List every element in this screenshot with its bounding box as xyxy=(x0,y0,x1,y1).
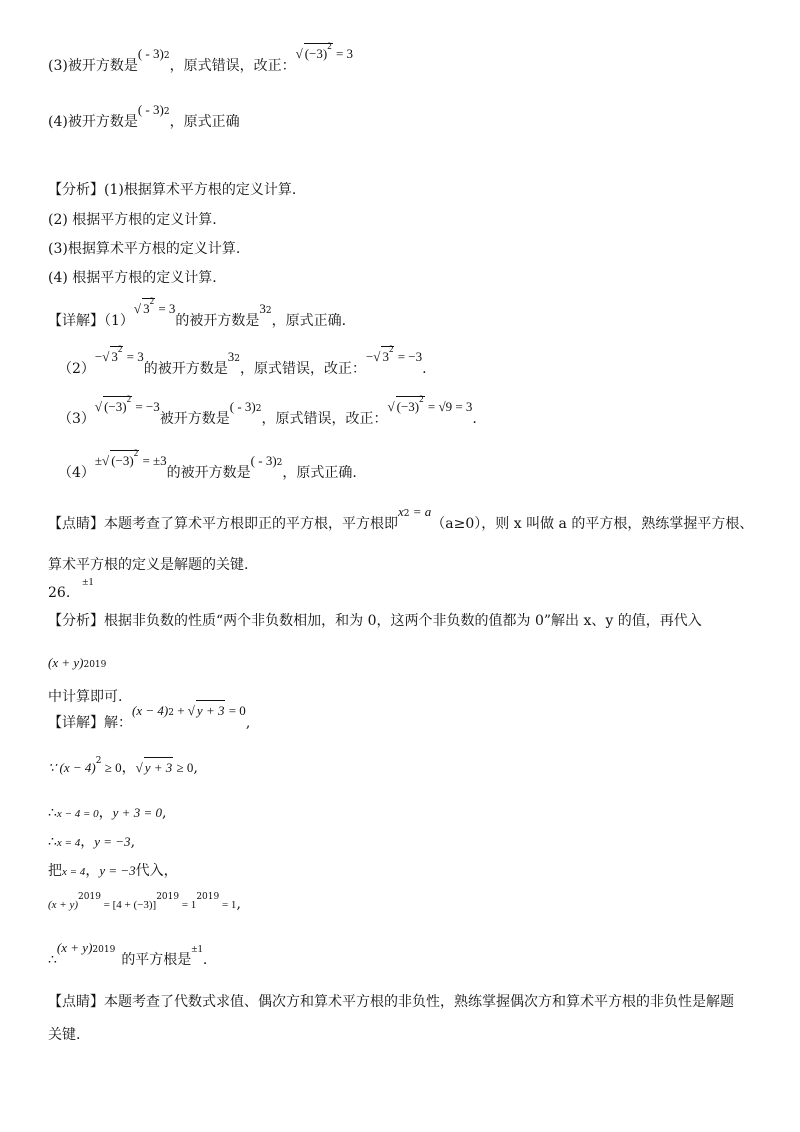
text: 的被开方数是 xyxy=(143,361,228,377)
analysis-2: (2) 根据平方根的定义计算. xyxy=(48,212,217,228)
math-expr: + xyxy=(173,703,188,718)
text: （2） xyxy=(58,361,95,377)
detail-1 xyxy=(48,296,347,333)
math-expr: ∵ (x − 4) xyxy=(48,760,96,775)
comment-2: 算术平方根的定义是解题的关键. xyxy=(48,557,249,573)
math-expr: = √9 = 3 xyxy=(424,399,473,414)
math-sup: 2 xyxy=(168,708,174,718)
math-expr: ≥ 0 xyxy=(101,760,122,775)
math-sup: 2 xyxy=(327,41,332,51)
math-sup: 2019 xyxy=(156,892,180,902)
math-expr: (x + y) xyxy=(48,899,79,911)
math-expr: y + 3 = 0 xyxy=(112,805,162,820)
text: ， xyxy=(85,863,100,879)
math-expr: ( - 3) xyxy=(137,102,164,117)
math-expr: = [4 + (−3)] xyxy=(100,899,157,911)
text: 中计算即可. xyxy=(48,689,123,705)
math-expr: = −3 xyxy=(132,399,160,414)
math-sup: 2 xyxy=(133,448,139,458)
math-expr: = 3 xyxy=(332,46,354,61)
text: 的被开方数是 xyxy=(175,313,260,329)
math-expr: 3 xyxy=(143,301,150,316)
therefore-symbol: ∴ xyxy=(48,952,57,968)
math-expr: (−3) xyxy=(104,399,127,414)
math-expr: ±1 xyxy=(191,943,203,955)
math-sup: 2 xyxy=(163,51,170,61)
question-26-answer xyxy=(48,576,94,604)
therefore-symbol: ∴ xyxy=(48,805,57,821)
sqrt-sign: −√ xyxy=(365,349,381,364)
detail-26-2 xyxy=(48,757,198,780)
math-expr: 3 xyxy=(259,301,266,316)
sqrt-sign: ±√ xyxy=(94,453,110,468)
question-number: 26. xyxy=(48,585,71,601)
text: ，原式正确 xyxy=(169,114,240,130)
text: , xyxy=(193,760,198,776)
math-sup: 2 xyxy=(95,756,102,766)
analysis-3: (3)根据算术平方根的定义计算. xyxy=(48,241,241,257)
math-expr: ≥ 0 xyxy=(173,760,194,775)
line-4-radicand xyxy=(48,102,240,134)
text: ， xyxy=(80,834,95,850)
math-sup: 2 xyxy=(276,458,283,468)
text: 【详解】解： xyxy=(48,715,132,731)
math-expr: = 1 xyxy=(179,899,197,911)
math-expr: (−3) xyxy=(111,453,134,468)
text: . xyxy=(202,952,208,968)
text: （4） xyxy=(58,465,95,481)
detail-26-6 xyxy=(48,894,241,916)
math-sup: 2 xyxy=(163,107,170,117)
detail-26-7 xyxy=(48,940,208,972)
text: 的平方根是 xyxy=(121,952,192,968)
math-sup: 2019 xyxy=(92,945,116,955)
math-expr: ( - 3) xyxy=(250,453,277,468)
detail-26-5 xyxy=(48,861,178,882)
text: . xyxy=(472,411,477,427)
math-expr: = 3 xyxy=(155,301,176,316)
math-expr: (x − 4) xyxy=(132,703,169,718)
sqrt-sign: √ xyxy=(133,301,142,316)
text: 把 xyxy=(48,863,62,879)
math-expr: 3 xyxy=(382,349,389,364)
math-expr: = 1 xyxy=(219,899,237,911)
math-expr: (−3) xyxy=(396,399,420,414)
math-expr: = −3 xyxy=(394,349,423,364)
text: 代入， xyxy=(135,863,178,879)
text: , xyxy=(130,834,136,850)
text: ，原式正确. xyxy=(271,313,347,329)
detail-26-3 xyxy=(48,803,166,824)
text: (3)被开方数是 xyxy=(48,58,138,74)
text: ，原式错误，改正： xyxy=(169,58,296,74)
detail-26-1 xyxy=(48,703,251,735)
math-sup: 2 xyxy=(149,296,155,306)
math-expr: x = 4 xyxy=(56,837,81,849)
text: ，原式错误，改正： xyxy=(261,411,388,427)
text: ，原式错误，改正： xyxy=(239,361,366,377)
line-3-radicand xyxy=(48,41,354,78)
text: 【点睛】本题考查了算术平方根即正的平方根，平方根即 xyxy=(48,516,398,532)
math-sup: 2 xyxy=(419,394,424,404)
math-sup: 2 xyxy=(265,306,272,316)
math-expr: (−3) xyxy=(304,46,328,61)
analysis-26: 【分析】根据非负数的性质“两个非负数相加，和为 0，这两个非负数的值都为 0”解出 x、y 的值，再代入 xyxy=(48,613,702,629)
sqrt-sign: √ xyxy=(135,760,143,775)
sqrt-sign: −√ xyxy=(94,349,110,364)
sqrt-sign: √ xyxy=(387,399,395,414)
sqrt-sign: √ xyxy=(94,399,103,414)
math-expr: y = −3 xyxy=(99,863,136,878)
math-expr: x xyxy=(398,504,404,519)
math-sup: 2 xyxy=(126,394,132,404)
text: （a≥0），则 x 叫做 a 的平方根，熟练掌握平方根、 xyxy=(431,516,754,532)
text: , xyxy=(161,805,167,821)
math-expr: y + 3 xyxy=(144,757,174,778)
math-expr: 3 xyxy=(227,349,235,364)
detail-4 xyxy=(58,448,357,485)
math-sup: 2019 xyxy=(196,892,220,902)
math-sup: 2 xyxy=(255,404,262,414)
text: （3） xyxy=(58,411,95,427)
analysis-4: (4) 根据平方根的定义计算. xyxy=(48,270,217,286)
math-sup: 2 xyxy=(117,344,123,354)
text: ， xyxy=(98,805,113,821)
math-expr: y + 3 xyxy=(196,700,226,721)
math-expr: (x + y) xyxy=(56,940,93,955)
math-expr: = ±3 xyxy=(139,453,167,468)
detail-2 xyxy=(58,344,427,381)
answer: ±1 xyxy=(82,576,94,588)
comment-26-2: 关键. xyxy=(48,1027,81,1043)
math-expr: = a xyxy=(409,504,432,519)
math-expr: 3 xyxy=(111,349,118,364)
text: ， xyxy=(121,760,136,776)
text: . xyxy=(422,361,427,377)
text: 【详解】（1） xyxy=(48,313,134,329)
math-expr: y = −3 xyxy=(94,834,131,849)
math-sup: 2 xyxy=(403,509,410,519)
math-expr: ( - 3) xyxy=(137,46,164,61)
math-expr: (x + y) xyxy=(48,655,84,670)
text: 的被开方数是 xyxy=(166,465,251,481)
math-sup: 2 xyxy=(388,344,394,354)
math-expr: x = 4 xyxy=(62,866,86,878)
math-expr: = 0 xyxy=(225,703,246,718)
math-sup: 2 xyxy=(234,354,240,364)
math-expr: = 3 xyxy=(123,349,144,364)
sqrt-sign: √ xyxy=(187,703,195,718)
analysis-1: 【分析】(1)根据算术平方根的定义计算. xyxy=(48,182,297,198)
detail-26-4 xyxy=(48,832,135,853)
text: , xyxy=(245,715,251,731)
text: ，原式正确. xyxy=(282,465,357,481)
math-expr: x − 4 = 0 xyxy=(56,808,99,820)
math-sup: 2019 xyxy=(83,660,107,670)
comment-26-1: 【点睛】本题考查了代数式求值、偶次方和算术平方根的非负性，熟练掌握偶次方和算术平方根的非负性是解题 xyxy=(48,994,734,1010)
analysis-26-cont xyxy=(48,655,123,707)
comment-1 xyxy=(48,504,754,536)
text: 被开方数是 xyxy=(159,411,230,427)
therefore-symbol: ∴ xyxy=(48,834,57,850)
text: , xyxy=(236,896,241,912)
text: (4)被开方数是 xyxy=(48,114,138,130)
detail-3 xyxy=(58,394,477,431)
math-sup: 2019 xyxy=(78,892,101,902)
sqrt-sign: √ xyxy=(295,46,303,61)
math-expr: ( - 3) xyxy=(229,399,256,414)
